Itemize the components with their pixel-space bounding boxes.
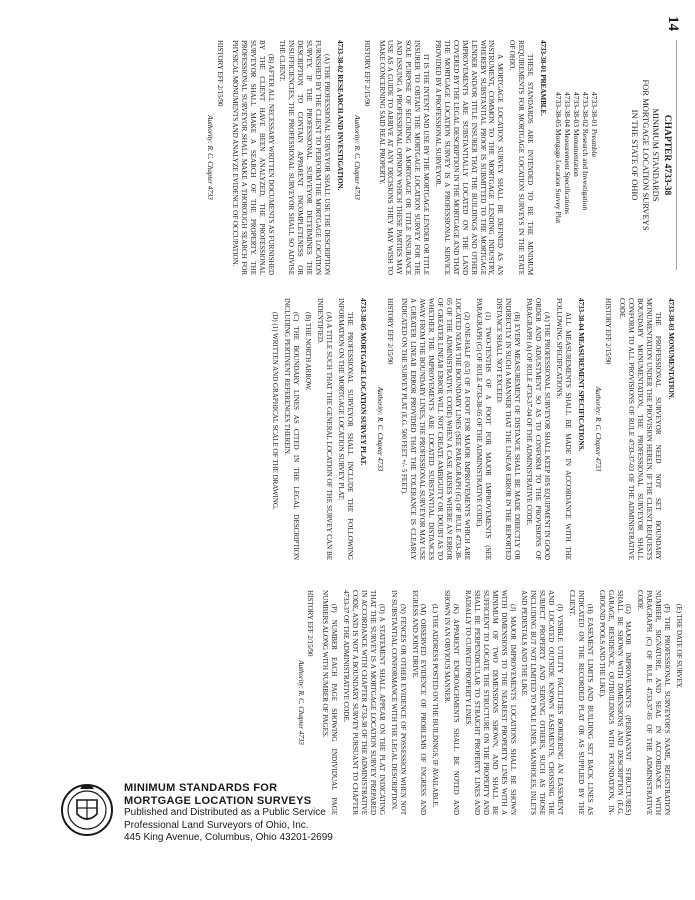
paragraph: (I) VISIBLE UTILITY FACILITIES BORDERING AN EASEMENT AND LOCATED OUTSIDE KNOWN EASEMENTS, CROSSING THE SUBJECT PROPERTY AND SERVING OTHERS, SUCH AS THOSE INCLUDING BUT NOT LIMITED TO POLE LINES, MANHOLES, INLETS AND PEDESTALS AND THE LIKE. [520,590,565,815]
history-note: HISTORY EFF 2/15/90 [385,298,394,365]
authority-note: Authority: R. C. Chapter 4733 [593,386,602,472]
text-column-1 [199,40,555,275]
history-note: HISTORY EFF 2/15/90 [216,40,224,107]
footer-publisher-line: Published and Distributed as a Public Service [124,807,326,818]
authority-note: Authority: R. C. Chapter 4733 [296,660,305,745]
paragraph: THE PROFESSIONAL SURVEYOR SHALL INCLUDE THE FOLLOWING INFORMATION ON THE MORTGAGE LOCATION SURVEY PLAT: [336,298,354,560]
toc-item: 4733-38-05 Mortgage Location Survey Plat [554,92,563,224]
paragraph: (C) THE BOUNDARY LINES AS CITED IN THE LEGAL DESCRIPTION INCLUDING PERTINENT REFERENCES THEREIN. [283,298,301,560]
header-line-3: IN THE STATE OF OHIO [630,109,641,201]
history-note: HISTORY EFF 2/15/90 [306,590,315,657]
paragraph: (N) FENCES OR OTHER EVIDENCE OF POSSESSION WHEN NOT IN SUBSTANTIAL CONFORMANCE WITH THE LEGAL DESCRIPTION. [389,590,407,815]
paragraph: THESE STANDARDS ARE INTENDED TO BE THE MINIMUM REQUIREMENTS FOR MORTGAGE LOCATION SURVEYS IN THE STATE OF OHIO. [508,40,535,275]
section-heading: 4733-38-04 MEASUREMENT SPECIFICATIONS. [576,298,585,452]
paragraph: (M) OBSERVED EVIDENCE OF PROBLEMS OF INGRESS AND EGRESS AND JOINT DRIVE. [410,590,428,815]
toc-item: 4733-38-02 Research and Investigation [581,92,590,211]
page-number: 14 [665,16,681,31]
paragraph: A MORTGAGE LOCATION SURVEY SHALL BE DEFINED AS AN INSTRUMENT, COMMON TO THE MORTGAGE LENDING INDUSTRY, WHEREBY SUBSTANTIAL PROOF IS SUBMITTED TO THE MORTGAGE LENDER AND/OR TITLE INSURER THAT THE BUILDINGS AND OTHER IMPROVEMENTS ARE SUBSTANTIALLY LOCATED ON THE LAND COVERED BY THE LEGAL DESCRIPTION IN THE MORTGAGE AND THAT THE MORTGAGE LOCATION SURVEY IS A PROFESSIONAL SERVICE PROVIDED BY A PROFESSIONAL SURVEYOR. [434,40,505,275]
toc-item: 4733-38-01 Preamble [590,92,599,158]
paragraph: (G) MAJOR IMPROVEMENTS (PERMANENT STRUCTURES) SHALL BE SHOWN WITH DIMENSIONS AND DESCRIPTION (E.G. GARAGE, RESIDENCE, OUTBUILDINGS WITH FOUNDATION, IN-GROUND POOLS AND THE LIKE). [597,590,633,815]
footer-title-2: MORTGAGE LOCATION SURVEYS [124,794,312,807]
paragraph: ALL MEASUREMENTS SHALL BE MADE IN ACCORDANCE WITH THE FOLLOWING SPECIFICATIONS: [554,298,572,560]
footer-organization: Professional Land Surveyors of Ohio, Inc. [124,819,309,831]
paragraph: (B) THE NORTH ARROW. [304,312,313,391]
authority-note: Authority: R. C. Chapter 4733 [352,115,361,200]
toc-item: 4733-38-04 Measurement Specifications [563,92,572,215]
paragraph: (L) THE ADDRESS POSTED ON THE BUILDINGS, IF AVAILABLE. [431,604,440,808]
paragraph: (A) THE PROFESSIONAL SURVEYOR SHALL KEEP HIS EQUIPMENT IN GOOD ORDER AND ADJUSTMENT SO AS TO CONFORM TO THE PROVISIONS OF PARAGRAPH (A) OF RULE 4733-37-04 OF THE ADMINISTRATIVE CODE. [525,298,552,560]
header-line-2: FOR MORTGAGE LOCATION SURVEYS [641,79,651,231]
paragraph: (J) MAJOR IMPROVEMENTS LOCATIONS SHALL BE SHOWN WITH DIMENSIONS TO THE NEAREST PROPERTY LINES WITH A MINIMUM OF TWO DIMENSIONS SHOWN, AND SHALL BE SUFFICIENT TO LOCATE THE STRUCTURE ON THE PROPERTY AND SHALL BE PERPENDICULAR TO STRAIGHT PROPERTY LINES AND RADIALLY TO CURVED PROPERTY LINES. [464,590,517,815]
paragraph: (P) NUMBER EACH PAGE SHOWING INDIVIDUAL PAGE NUMBERS ALONG WITH NUMBER OF PAGES. [321,590,339,815]
section-heading: 4733-38-02 RESEARCH AND INVESTIGATION. [335,40,344,191]
authority-note: Authority: R. C. Chapter 4733 [375,386,384,472]
publisher-footer [60,776,660,886]
paragraph: (H) EASEMENT LIMITS AND BUILDING SET BACK LINES AS INDICATED ON THE RECORDED PLAT OR AS SUPPLIED BY THE CLIENT. [568,590,594,815]
authority-note: Authority: R. C. Chapter 4733 [206,115,215,200]
section-heading: 4733-38-05 MORTGAGE LOCATION SURVEY PLAT. [358,298,367,466]
paragraph: (K) APPARENT ENCROACHMENTS SHALL BE NOTED AND SHOWN IN AN OBVIOUS MANNER. [443,590,461,815]
paragraph: (1) TWO-TENTHS OF A FOOT FOR MAJOR IMPROVEMENTS (SEE PARAGRAPH (G) OF RULE 4733-38-05 OF THE ADMINISTRATIVE CODE). [474,298,492,560]
toc-item: 4733-38-03 Monumentation [572,92,581,177]
paragraph: (O) A STATEMENT SHALL APPEAR ON THE PLAT INDICATING THAT THE SURVEY IS A MORTGAGE LOCATION SURVEY PREPARED IN ACCORDANCE WITH CHAPTER 4733-38 OF THE ADMINISTRATIVE CODE, AND IS NOT A BOUNDARY SURVEY PURSUANT TO CHAPTER 4733-37 OF THE ADMINISTRATIVE CODE. [342,590,386,815]
table-of-contents [554,92,599,223]
paragraph: IT IS THE INTENT AND USE BY THE MORTGAGE LENDER OR TITLE INSURER TO OBTAIN THE MORTGAGE LOCATION SURVEY FOR THE SOLE PURPOSE OF SECURING A MORTGAGE OR TITLE INSURANCE AND ISSUING A PROFESSIONAL OPINION WHICH THESE PARTIES MAY USE AS A GUIDE TO ARRIVE AT ANY DECISIONS THEY MAY WISH TO MAKE CONCERNING SAID REAL PROPERTY. [377,40,431,275]
paragraph: (E) THE DATE OF SURVEY. [675,604,683,689]
footer-address: 445 King Avenue, Columbus, Ohio 43201-2699 [124,832,333,843]
chapter-header [630,40,685,270]
history-note: HISTORY EFF 2/15/90 [362,40,371,107]
paragraph: (2) ONE-HALF (0.5) OF A FOOT FOR MAJOR IMPROVEMENTS WHICH ARE LOCATED NEAR THE BOUNDARY LINES (SEE PARAGRAPH (G) OF RULE 4733-38-05 OF THE ADMINISTRATIVE CODE) WHEN A CASE ARISES WHERE AN ERROR OF GREATER LINEAR ERROR WILL NOT CREATE AMBIGUITY OR DOUBT AS TO WHETHER THE IMPROVEMENTS ARE LOCATED SUBSTANTIAL DISTANCES AWAY FROM THE BOUNDARY LINES, THE PROFESSIONAL SURVEYOR MAY USE A GREATER LINEAR ERROR PROVIDED THAT THE TOLERANCE IS CLEARLY INDICATED ON THE SURVEY PLAT (E.G. 500 FEET +/- 5 FEET). [400,298,471,560]
paragraph: (A) A TITLE SUCH THAT THE GENERAL LOCATION OF THE SURVEY CAN BE INDENTIFIED. [316,298,333,560]
paragraph: (B) EVERY MEASUREMENT OF DISTANCE SHALL BE MADE DIRECTLY OR INDIRECTLY IN SUCH A MANNER THAT THE LINEAR ERROR IN THE REPORTED DISTANCE SHALL NOT EXCEED: [495,298,522,560]
paragraph: (D) (1) WRITTEN AND GRAPHICAL SCALE OF THE DRAWING. [271,312,280,510]
footer-title-1: MINIMUM STANDARDS FOR [124,782,278,794]
header-line-1: MINIMUM STANDARDS [651,108,662,202]
history-note: HISTORY EFF 2/15/90 [603,298,612,365]
seal-icon [60,780,114,842]
header-divider [676,40,677,270]
paragraph: (A) THE PROFESSIONAL SURVEYOR SHALL USE THE DESCRIPTION FURNISHED BY THE CLIENT TO PERFORM THE MORTGAGE LOCATION SURVEY. IF THE PROFESSIONAL SURVEYOR DETERMINES THE DESCRIPTION TO CONTAIN APPARENT INCOMPLETENESS OR INSUFFICIENCIES, THE PROFESSIONAL SURVEYOR SHALL SO ADVISE THE CLIENT. [278,40,331,275]
paragraph: (F) THE PROFESSIONAL SURVEYOR'S NAME, REGISTRATION NUMBER, SIGNATURE, AND SEAL IN ACCORDANCE WITH PARAGRAPH (C) OF RULE 4733-37-05 OF THE ADMINISTRATIVE CODE. [636,590,672,815]
chapter-title: CHAPTER 4733-38 [662,114,672,196]
paragraph: THE PROFESSIONAL SURVEYOR NEED NOT SET BOUNDARY MONUMENTATION UNDER THE PROVISION HEREIN. IF THE CLIENT REQUESTS BOUNDARY MONUMENTATION, THE PROFESSIONAL SURVEYOR SHALL CONFORM TO ALL PROVISIONS OF RULE 4733-37-03 OF THE ADMINISTRATIVE CODE. [618,298,663,560]
section-heading: 4733-38-01 PREAMBLE. [539,40,547,116]
section-heading: 4733-38-03 MONUMENTATION. [667,298,675,400]
paragraph: (B) AFTER ALL NECESSARY WRITTEN DOCUMENTS AS FURNISHED BY THE CLIENT HAVE BEEN ANALYZED, THE PROFESSIONAL SURVEYOR SHALL MAKE A SEARCH OF THE PROPERTY. THE PROFESSIONAL SURVEYOR SHALL MAKE A THOROUGH SEARCH FOR PHYSICAL MONUMENTS AND ANALYZE EVIDENCE OF OCCUPATION. [230,40,275,275]
text-column-2 [268,298,683,560]
